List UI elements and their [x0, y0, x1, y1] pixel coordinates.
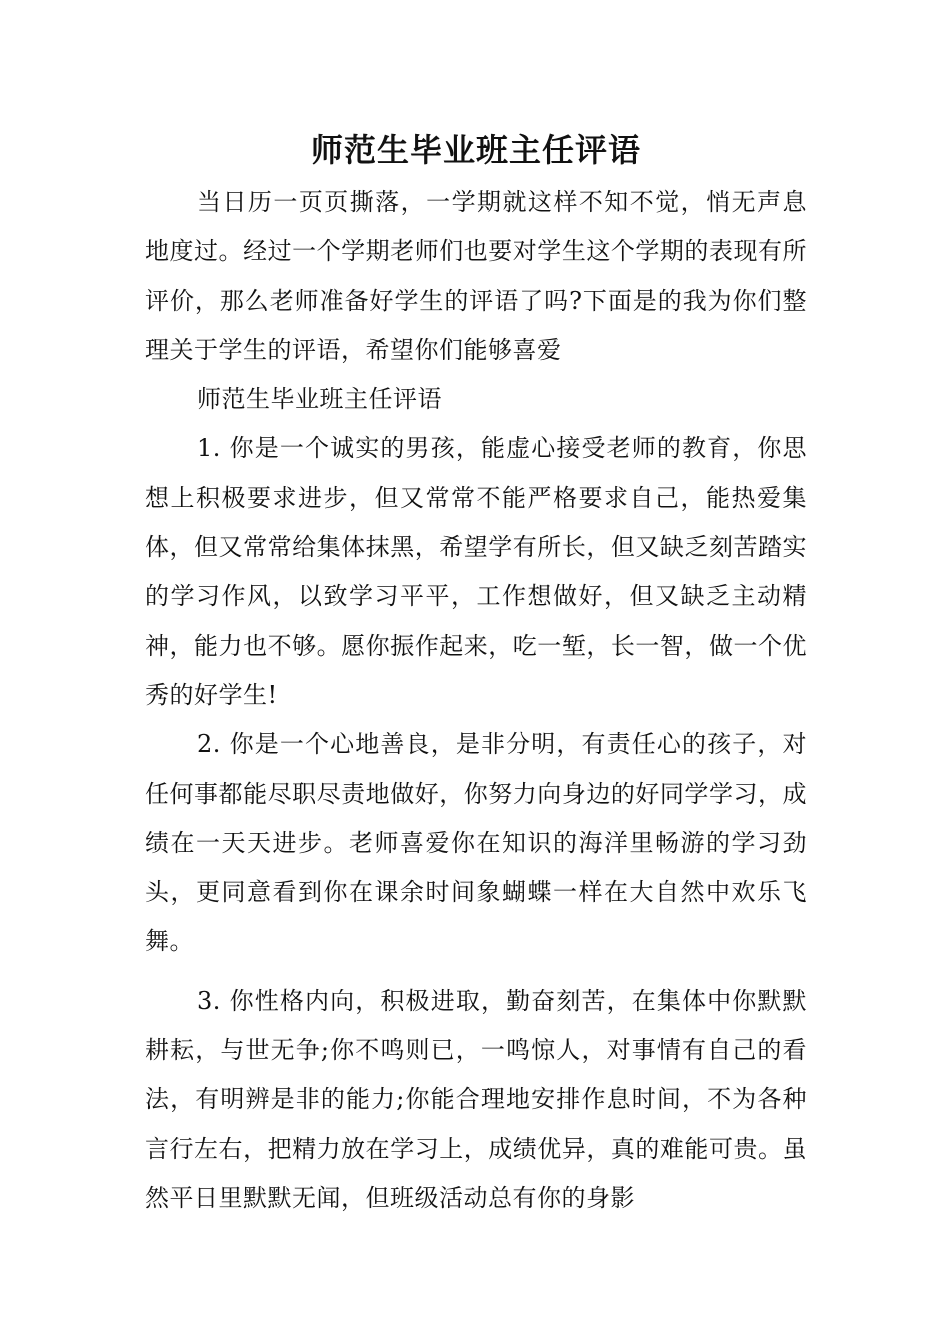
document-title: 师范生毕业班主任评语 [310, 131, 641, 169]
intro-paragraph: 当日历一页页撕落，一学期就这样不知不觉，悄无声息地度过。经过一个学期老师们也要对学生这个学期的表现有所评价，那么老师准备好学生的评语了吗?下面是的我为你们整理关于学生的评语，希望你们能够喜爱 [145, 188, 807, 364]
document-page [145, 122, 807, 1223]
comment-paragraph-1: 1. 你是一个诚实的男孩，能虚心接受老师的教育，你思想上积极要求进步，但又常常不能严格要求自己，能热爱集体，但又常常给集体抹黑，希望学有所长，但又缺乏刻苦踏实的学习作风，以致学习平平，工作想做好，但又缺乏主动精神，能力也不够。愿你振作起来，吃一堑，长一智，做一个优秀的好学生! [145, 434, 807, 709]
comment-paragraph-3: 3. 你性格内向，积极进取，勤奋刻苦，在集体中你默默耕耘，与世无争;你不鸣则已，一鸣惊人，对事情有自己的看法，有明辨是非的能力;你能合理地安排作息时间，不为各种言行左右，把精力放在学习上，成绩优异，真的难能可贵。虽然平日里默默无闻，但班级活动总有你的身影 [145, 986, 807, 1212]
comment-paragraph-2: 2. 你是一个心地善良，是非分明，有责任心的孩子，对任何事都能尽职尽责地做好，你努力向身边的好同学学习，成绩在一天天进步。老师喜爱你在知识的海洋里畅游的学习劲头，更同意看到你在课余时间象蝴蝶一样在大自然中欢乐飞舞。 [145, 730, 807, 956]
section-heading: 师范生毕业班主任评语 [197, 385, 442, 414]
